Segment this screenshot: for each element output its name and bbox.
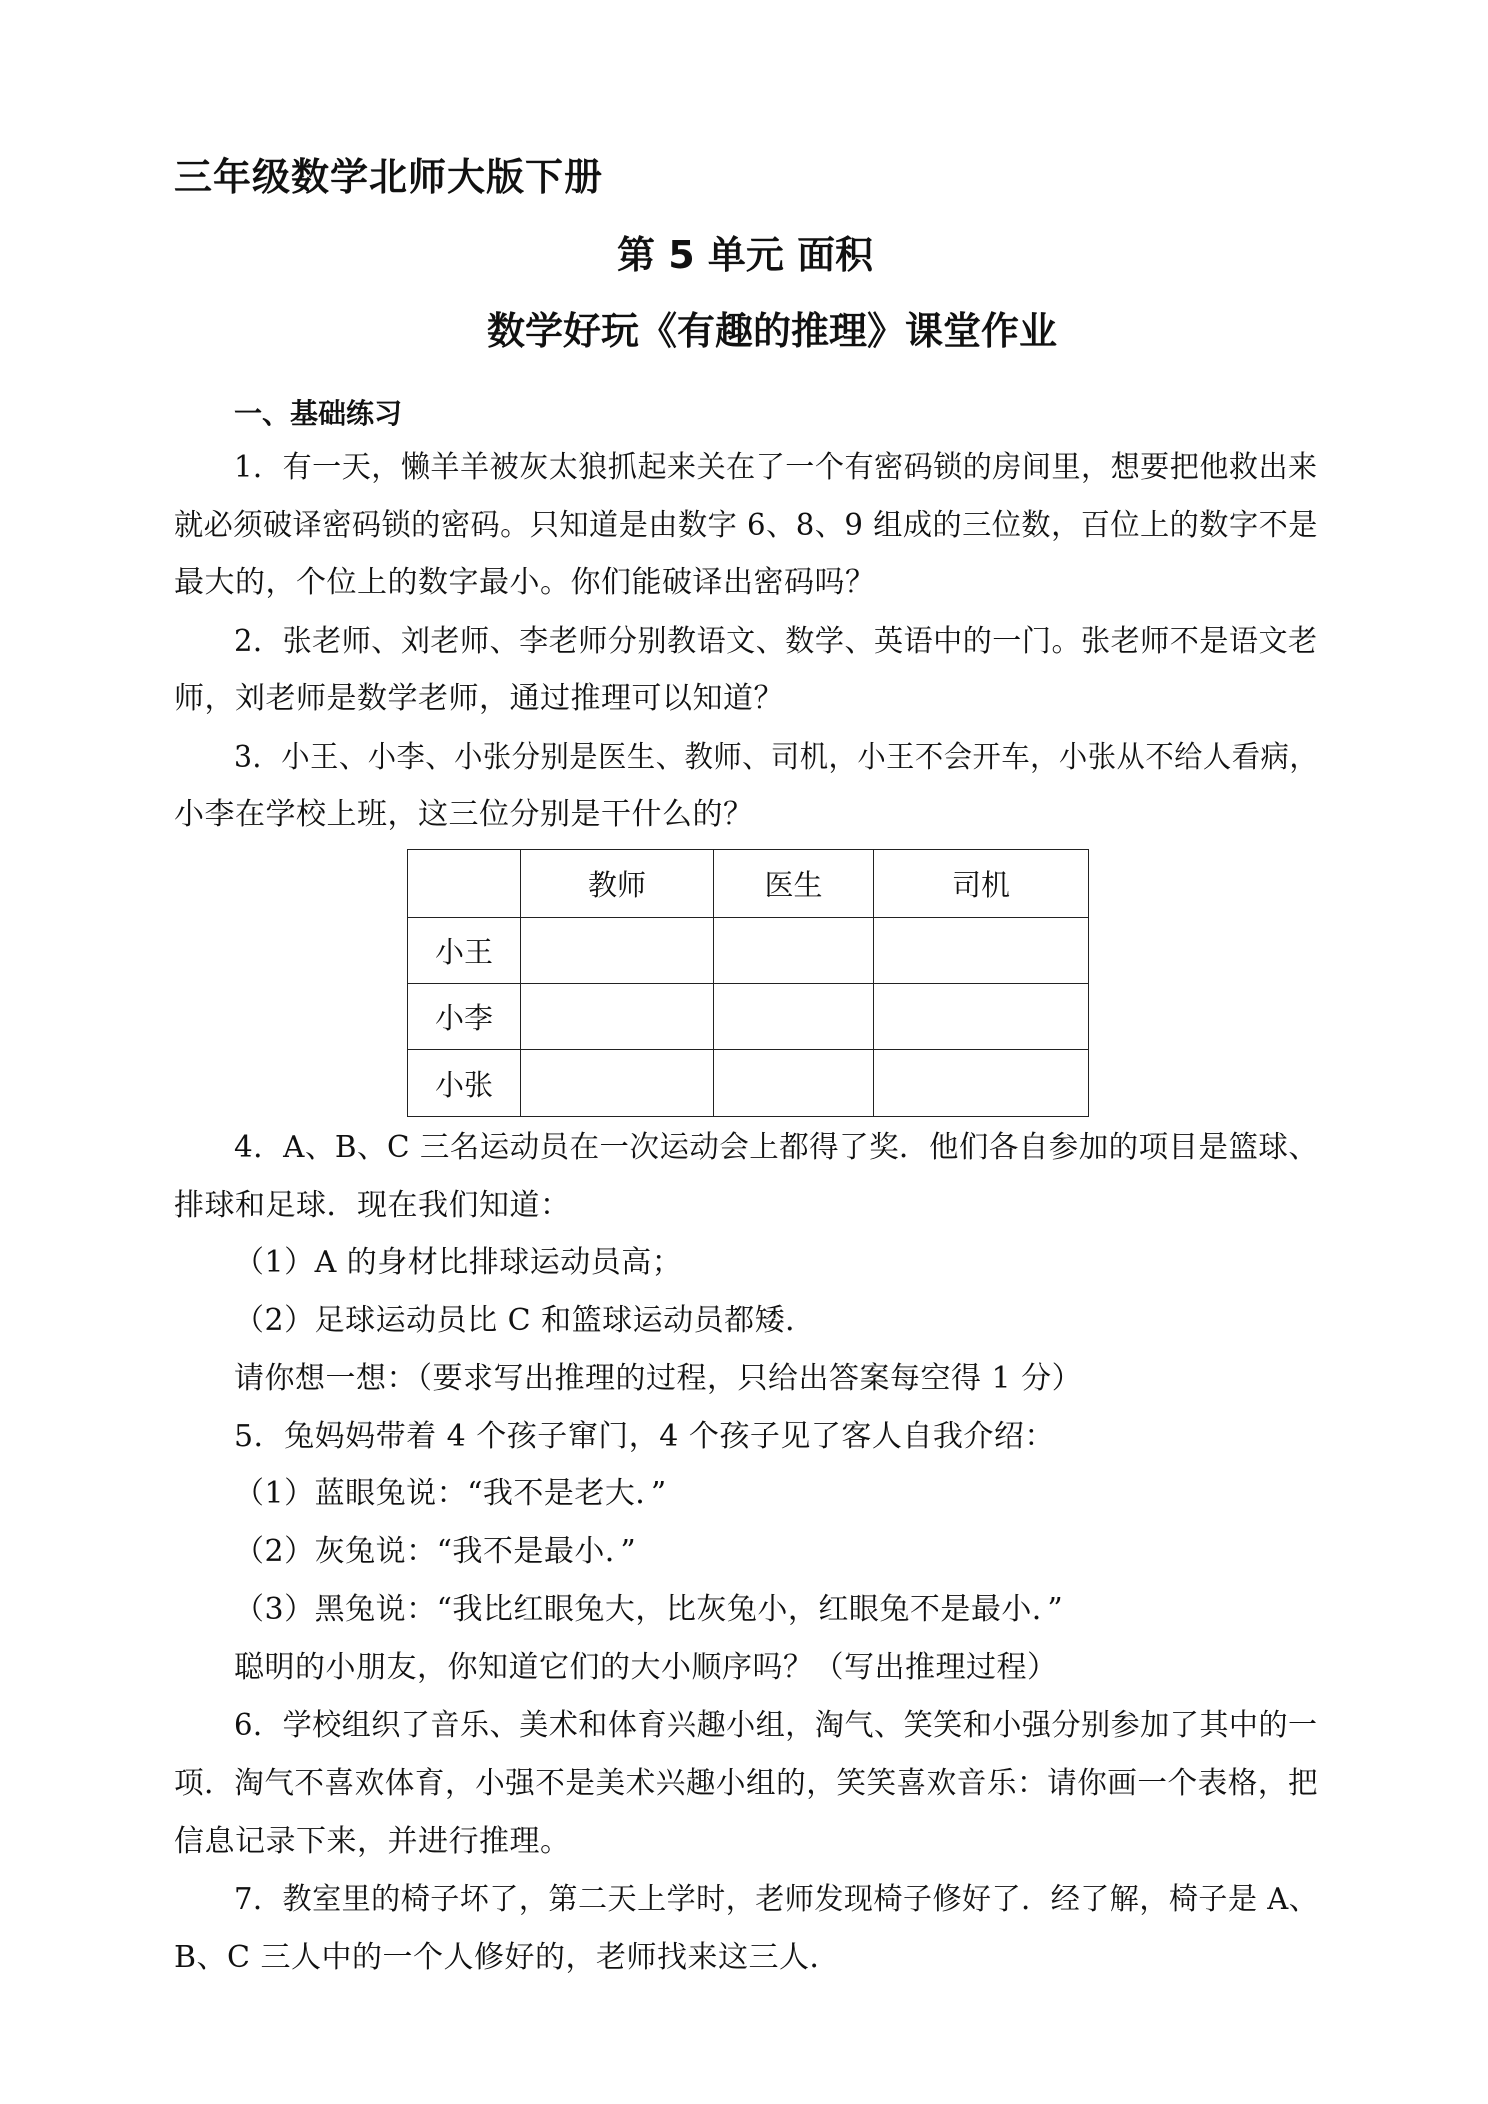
unit-title: 第 5 单元 面积 xyxy=(617,233,874,277)
table-cell xyxy=(874,1050,1089,1117)
question-4-prompt: 请你想一想：（要求写出推理的过程，只给出答案每空得 1 分） xyxy=(234,1361,1083,1396)
table-cell xyxy=(714,918,874,984)
question-6-line-3: 信息记录下来，并进行推理。 xyxy=(174,1824,571,1859)
table-cell xyxy=(714,1050,874,1117)
table-header-doctor: 医生 xyxy=(714,850,874,918)
question-4-condition-1: （1）A 的身材比排球运动员高； xyxy=(234,1245,683,1280)
question-1-line-3: 最大的，个位上的数字最小。你们能破译出密码吗？ xyxy=(174,565,876,600)
question-6-line-1: 6．学校组织了音乐、美术和体育兴趣小组，淘气、笑笑和小强分别参加了其中的一 xyxy=(234,1708,1318,1743)
table-cell xyxy=(714,984,874,1050)
table-row xyxy=(408,1050,1089,1117)
question-4-line-1: 4．A、B、C 三名运动员在一次运动会上都得了奖．他们各自参加的项目是篮球、 xyxy=(234,1130,1319,1165)
table-cell xyxy=(874,984,1089,1050)
lesson-title: 数学好玩《有趣的推理》课堂作业 xyxy=(487,309,1058,353)
question-7-line-1: 7．教室里的椅子坏了，第二天上学时，老师发现椅子修好了．经了解，椅子是 A、 xyxy=(234,1882,1319,1917)
table-cell xyxy=(874,918,1089,984)
question-5-statement-2: （2）灰兔说：“我不是最小．” xyxy=(234,1534,637,1569)
question-4-line-2: 排球和足球．现在我们知道： xyxy=(174,1188,571,1223)
table-cell xyxy=(521,984,714,1050)
question-4-condition-2: （2）足球运动员比 C 和篮球运动员都矮． xyxy=(234,1303,816,1338)
grade-title: 三年级数学北师大版下册 xyxy=(174,155,604,199)
table-header-teacher: 教师 xyxy=(521,850,714,918)
question-6-line-2: 项．淘气不喜欢体育，小强不是美术兴趣小组的，笑笑喜欢音乐：请你画一个表格，把 xyxy=(174,1766,1319,1801)
table-row-label: 小李 xyxy=(408,984,521,1050)
table-header-driver: 司机 xyxy=(874,850,1089,918)
question-2-line-1: 2．张老师、刘老师、李老师分别教语文、数学、英语中的一门。张老师不是语文老 xyxy=(234,624,1318,659)
question-5-statement-3: （3）黑兔说：“我比红眼兔大，比灰兔小，红眼兔不是最小．” xyxy=(234,1592,1064,1627)
question-5-line-1: 5．兔妈妈带着 4 个孩子窜门，4 个孩子见了客人自我介绍： xyxy=(234,1419,1055,1454)
table-row xyxy=(408,918,1089,984)
table-row-label: 小王 xyxy=(408,918,521,984)
table-cell xyxy=(521,1050,714,1117)
table-corner-cell xyxy=(408,850,521,918)
question-5-prompt: 聪明的小朋友，你知道它们的大小顺序吗？（写出推理过程） xyxy=(234,1650,1058,1685)
question-3-line-2: 小李在学校上班，这三位分别是干什么的？ xyxy=(174,797,754,832)
question-3-line-1: 3．小王、小李、小张分别是医生、教师、司机，小王不会开车，小张从不给人看病， xyxy=(234,740,1319,775)
question-7-line-2: B、C 三人中的一个人修好的，老师找来这三人． xyxy=(174,1940,841,1975)
section-heading: 一、基础练习 xyxy=(234,397,403,430)
question-5-statement-1: （1）蓝眼兔说：“我不是老大．” xyxy=(234,1476,667,1511)
question-2-line-2: 师，刘老师是数学老师，通过推理可以知道？ xyxy=(174,681,784,716)
table-header-row xyxy=(408,850,1089,918)
table-row-label: 小张 xyxy=(408,1050,521,1117)
question-1-line-2: 就必须破译密码锁的密码。只知道是由数字 6、8、9 组成的三位数，百位上的数字不是 xyxy=(174,508,1318,543)
question-1-line-1: 1．有一天，懒羊羊被灰太狼抓起来关在了一个有密码锁的房间里，想要把他救出来 xyxy=(234,450,1318,485)
table-row xyxy=(408,984,1089,1050)
table-cell xyxy=(521,918,714,984)
job-reasoning-table xyxy=(407,849,1089,1117)
